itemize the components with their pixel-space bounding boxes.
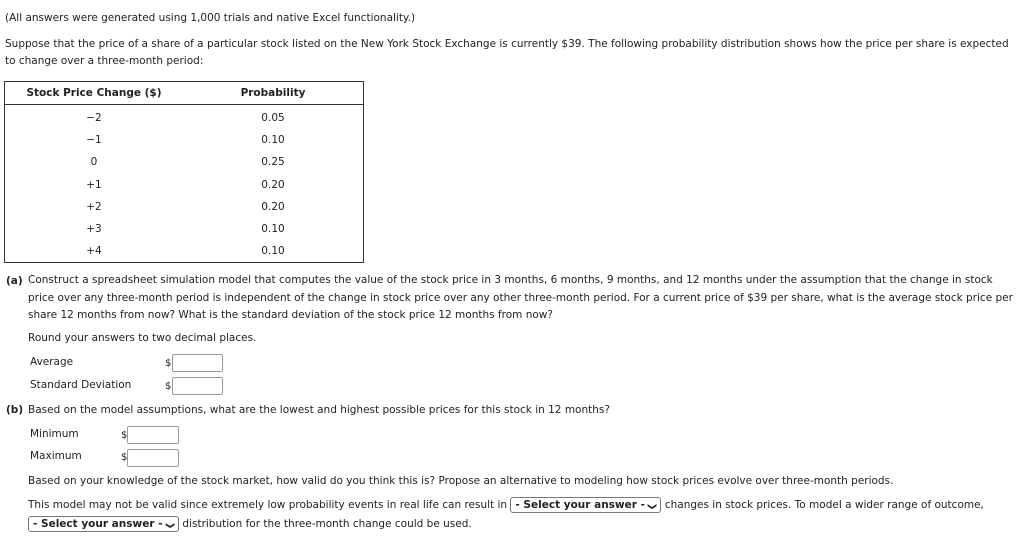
part-b-question: Based on the model assumptions, what are the lowest and highest possible prices for this stock in 12 months? (28, 404, 610, 416)
change-size-select[interactable] (510, 497, 661, 513)
table-row (5, 240, 364, 263)
minimum-currency: $ (121, 430, 128, 441)
std-label: Standard Deviation (30, 379, 132, 391)
price-change-cell: +3 (86, 223, 102, 236)
probability-cell: 0.20 (261, 178, 285, 191)
table-row (5, 151, 364, 173)
price-change-cell: +2 (86, 200, 102, 213)
probability-cell: 0.10 (261, 245, 285, 258)
price-change-cell: +1 (86, 178, 102, 191)
round-note: Round your answers to two decimal places. (28, 332, 257, 344)
table-row (5, 196, 364, 218)
column-header-probability: Probability (183, 82, 364, 105)
validity-sentence-line2 (28, 516, 472, 532)
table-header-row (5, 82, 364, 105)
column-header-change: Stock Price Change ($) (5, 82, 184, 105)
std-currency: $ (165, 381, 172, 392)
probability-cell: 0.10 (261, 134, 285, 147)
average-label: Average (30, 356, 74, 368)
probability-cell: 0.05 (261, 112, 285, 125)
intro-note: (All answers were generated using 1,000 trials and native Excel functionality.) (5, 12, 416, 24)
table-row (5, 129, 364, 151)
price-change-cell: 0 (90, 156, 98, 169)
maximum-input[interactable] (127, 449, 179, 467)
knowledge-question: Based on your knowledge of the stock market, how valid do you think this is? Propose an alternative to modeling how stock prices evolve over three-month periods. (28, 475, 894, 487)
table-row (5, 105, 364, 130)
price-change-cell: +4 (86, 245, 102, 258)
sentence-part2: changes in stock prices. To model a wider range of outcome, (664, 499, 984, 511)
chevron-down-icon: ❮ (164, 521, 175, 530)
problem-text: Suppose that the price of a share of a particular stock listed on the New York Stock Exchange is currently $39. The following probability distribution shows how the price per share is expected to change over a three-month period: (5, 38, 1009, 67)
chevron-down-icon: ❮ (647, 502, 658, 511)
part-a-label: (a) (6, 275, 23, 287)
distribution-select-value: - Select your answer - (33, 518, 163, 530)
maximum-currency: $ (121, 452, 128, 463)
part-b-label: (b) (6, 404, 24, 416)
sentence-part3: distribution for the three-month change could be used. (182, 518, 472, 530)
minimum-label: Minimum (30, 428, 79, 440)
minimum-input[interactable] (127, 426, 179, 444)
price-change-cell: −1 (86, 134, 102, 147)
average-currency: $ (165, 358, 172, 369)
probability-table (4, 81, 364, 263)
maximum-label: Maximum (30, 450, 82, 462)
average-input[interactable] (172, 354, 223, 372)
validity-sentence-line1 (28, 497, 984, 513)
part-a-question: Construct a spreadsheet simulation model that computes the value of the stock price in 3 months, 6 months, 9 months, and 12 months under the assumption that the change in stock price over any three-month period is independent of the change in stock price over any other three-month period. For a current price of $39 per share, what is the average stock price per share 12 months from now? What is the standard deviation of the stock price 12 months from now? (28, 274, 1013, 321)
probability-cell: 0.10 (261, 223, 285, 236)
change-size-select-value: - Select your answer - (515, 499, 645, 511)
table-row (5, 218, 364, 240)
distribution-select[interactable] (28, 516, 179, 532)
probability-cell: 0.25 (261, 156, 285, 169)
table-row (5, 174, 364, 196)
price-change-cell: −2 (86, 112, 102, 125)
sentence-part1: This model may not be valid since extremely low probability events in real life can result in (28, 499, 508, 511)
probability-cell: 0.20 (261, 200, 285, 213)
std-input[interactable] (172, 377, 223, 395)
